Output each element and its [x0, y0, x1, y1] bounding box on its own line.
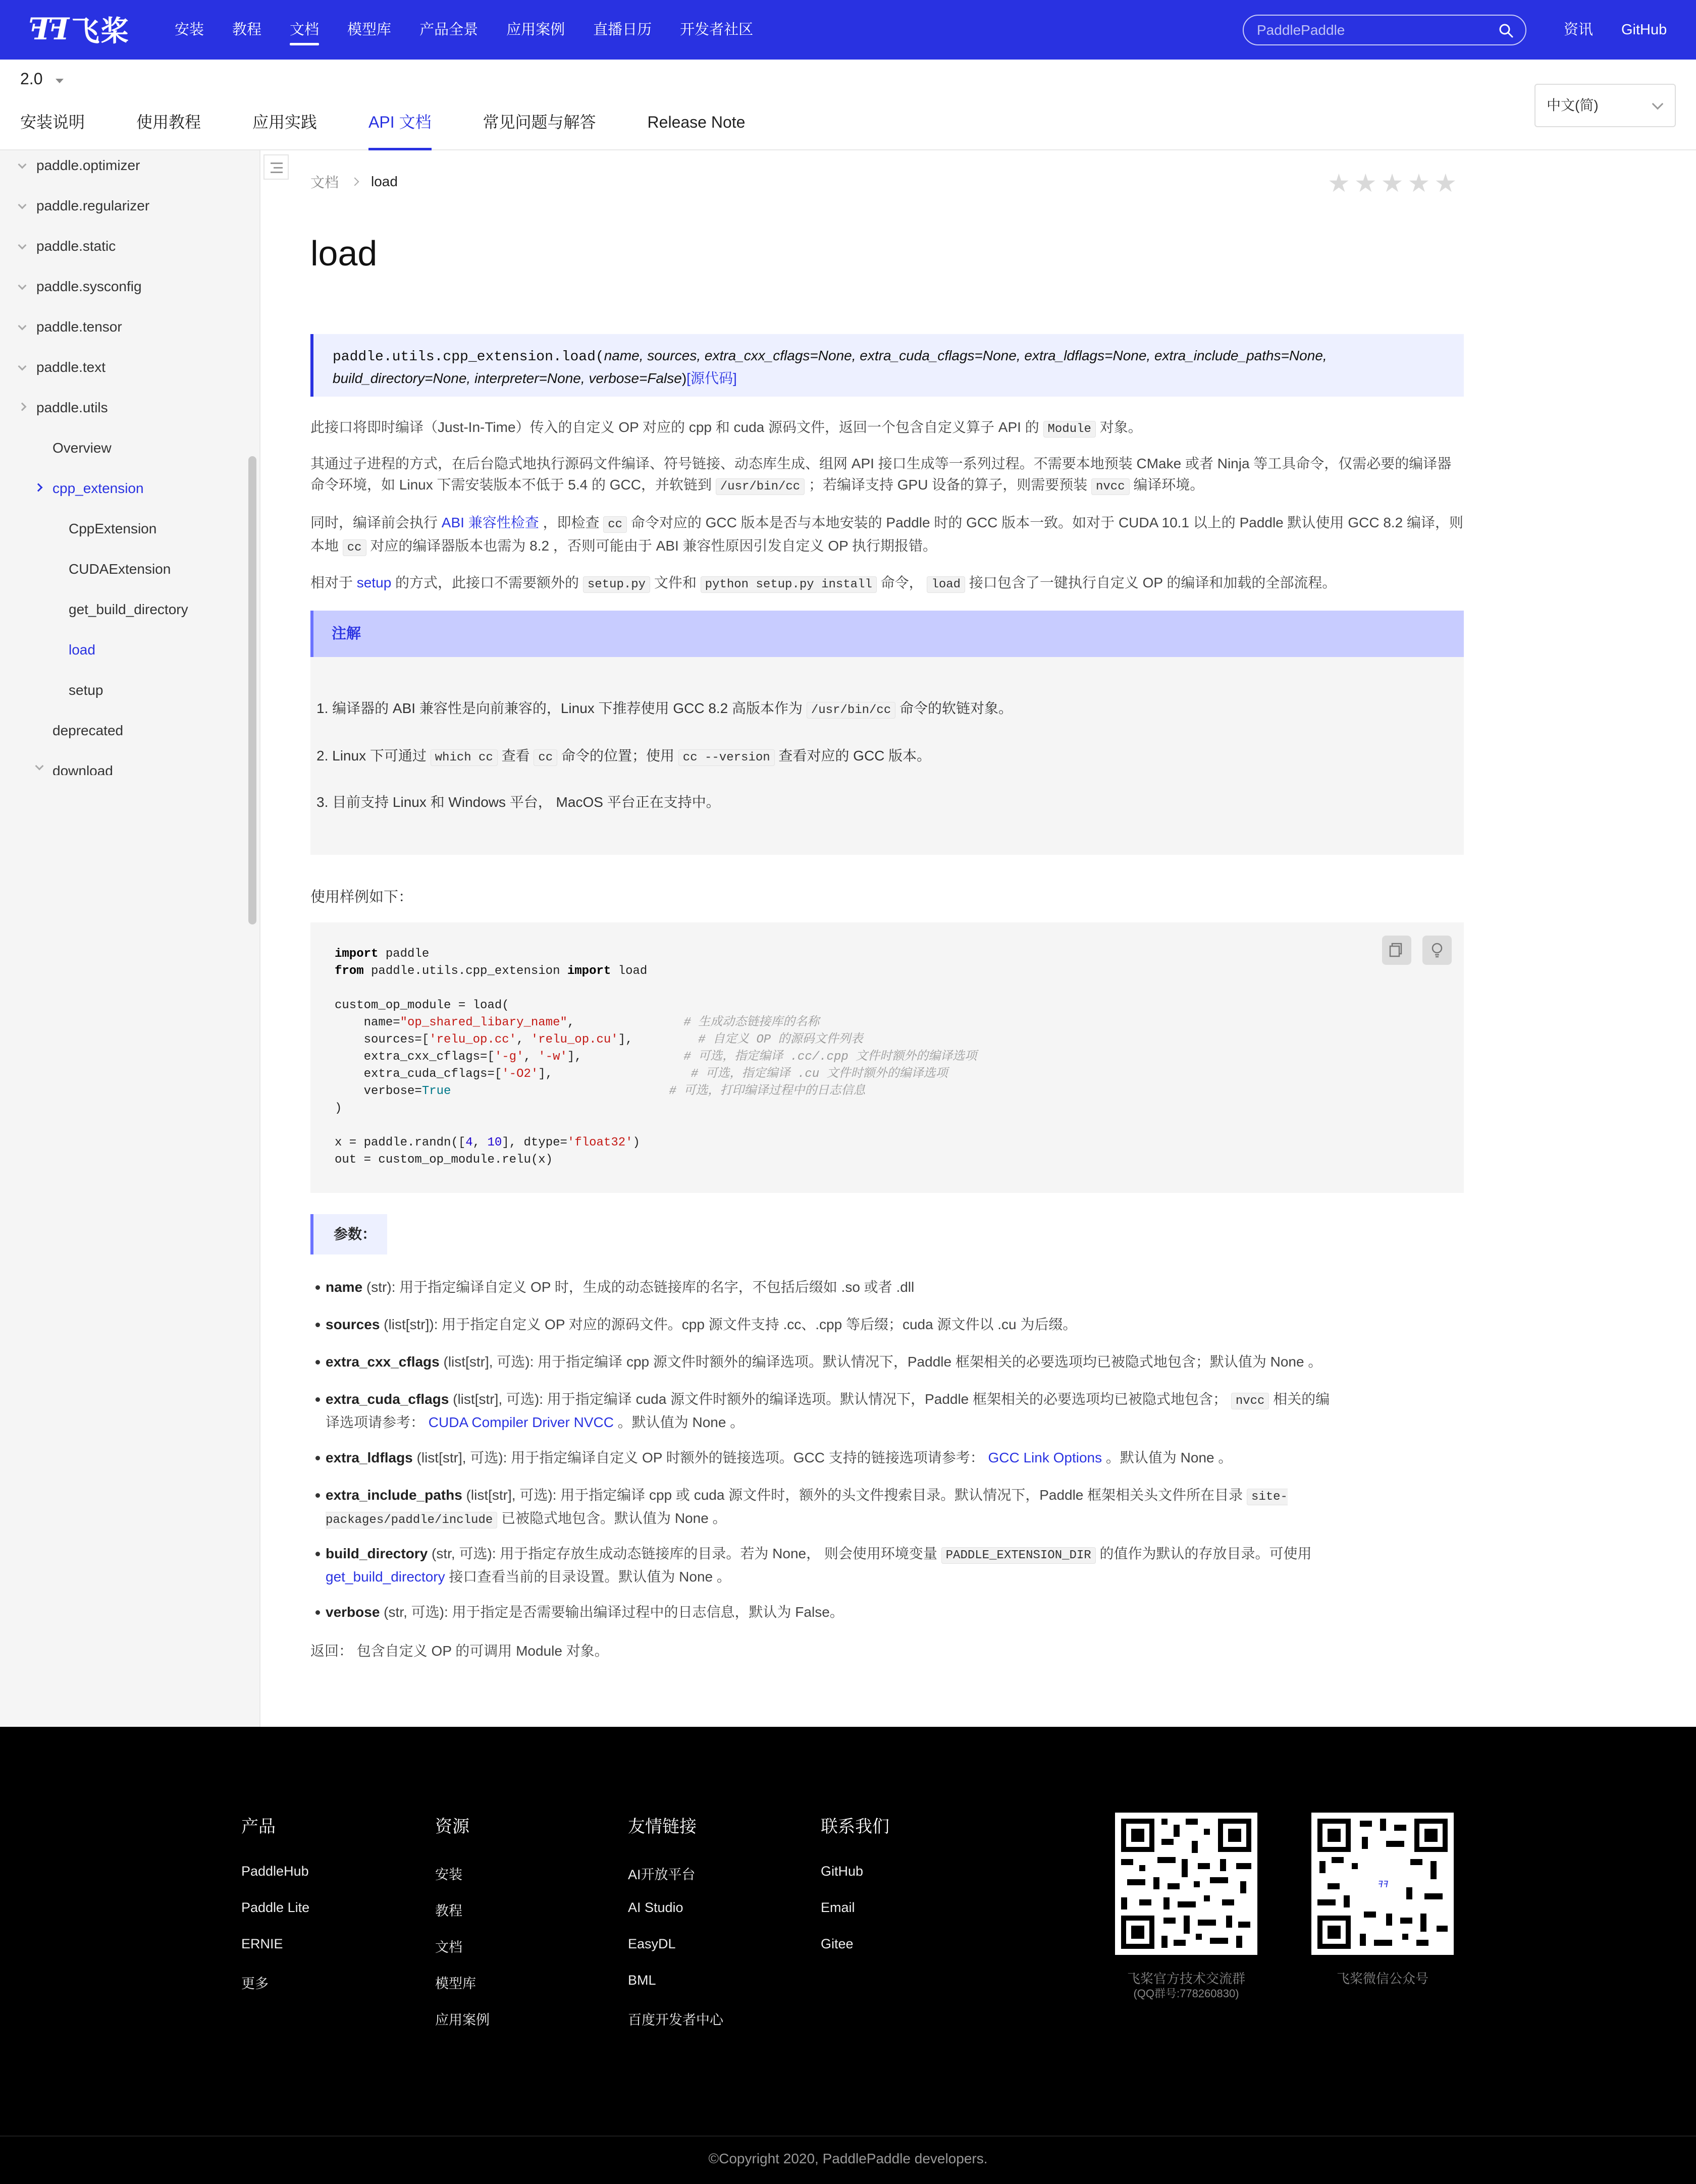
footer-title: 友情链接 [628, 1817, 697, 1836]
chevron-down-icon[interactable] [18, 160, 27, 169]
footer-link[interactable]: ERNIE [241, 1936, 283, 1951]
search-icon[interactable] [1498, 23, 1514, 39]
nav-github[interactable]: GitHub [1621, 22, 1667, 38]
footer-col-friend-links [628, 1813, 723, 2045]
signature-close: ) [681, 370, 687, 386]
note-item-3: 3. 目前支持 Linux 和 Windows 平台， MacOS 平台正在支持中。 [316, 794, 720, 810]
abi-check-link[interactable]: ABI 兼容性检查 [441, 515, 539, 530]
signature-args: name, sources, extra_cxx_cflags=None, extra_cuda_cflags=None, extra_ldflags=None, extra_include_paths=None, build_directory=None, interpreter=None, verbose=False [333, 348, 1327, 386]
caret-down-icon [56, 79, 64, 83]
chevron-right-icon[interactable] [18, 403, 27, 411]
footer-link[interactable]: 更多 [241, 1976, 269, 1991]
doc-tabs [20, 104, 797, 150]
sidebar-item-paddle-regularizer[interactable]: paddle.regularizer [36, 198, 150, 213]
language-select[interactable] [1534, 84, 1676, 127]
setup-link[interactable]: setup [356, 575, 392, 590]
footer-link[interactable]: 安装 [435, 1867, 462, 1882]
sidebar-item-load[interactable]: load [69, 642, 95, 658]
api-signature [310, 334, 1464, 397]
api-sidebar [0, 150, 260, 1727]
toc-toggle-button[interactable] [263, 154, 289, 180]
chevron-down-icon [1652, 98, 1664, 110]
nav-models[interactable]: 模型库 [347, 22, 392, 38]
page-title: load [310, 234, 378, 273]
star-icon[interactable]: ★ [1328, 169, 1350, 197]
sidebar-item-paddle-static[interactable]: paddle.static [36, 238, 116, 254]
star-icon[interactable]: ★ [1354, 169, 1377, 197]
sidebar-item-overview[interactable]: Overview [52, 440, 112, 456]
sidebar-item-cppextension[interactable]: CppExtension [69, 521, 157, 536]
sidebar-item-download[interactable]: download [52, 763, 113, 775]
nav-tutorial[interactable]: 教程 [232, 22, 262, 38]
footer-link[interactable]: 教程 [435, 1903, 462, 1919]
code-example [310, 922, 1464, 1193]
source-code-link[interactable]: [源代码] [686, 370, 737, 386]
star-icon[interactable]: ★ [1434, 169, 1457, 197]
chevron-down-icon[interactable] [18, 282, 27, 290]
wechat-qr-code [1311, 1813, 1454, 1955]
inline-code: python setup.py install [701, 576, 877, 593]
sidebar-item-deprecated[interactable]: deprecated [52, 723, 124, 738]
version-label: 2.0 [20, 70, 43, 88]
breadcrumb-current: load [371, 174, 398, 189]
qr-caption-qq: 飞桨官方技术交流群 [1127, 1971, 1245, 1986]
param-extra-cxx-cflags: extra_cxx_cflags (list[str], 可选): 用于指定编译 cpp 源文件时额外的编译选项。默认情况下，Paddle 框架相关的必要选项均已被隐式地包含；默认值为 None 。 [326, 1351, 1335, 1373]
footer-link[interactable]: Paddle Lite [241, 1900, 310, 1915]
sidebar-item-paddle-optimizer[interactable]: paddle.optimizer [36, 157, 140, 173]
footer-col-products [241, 1813, 309, 2009]
footer-link[interactable]: 百度开发者中心 [628, 2012, 723, 2028]
qr-code-icon [1317, 1819, 1448, 1949]
footer-link[interactable]: AI开放平台 [628, 1867, 696, 1882]
sidebar-tree [0, 150, 260, 775]
gcc-link-options-link[interactable]: GCC Link Options [988, 1450, 1102, 1465]
top-navbar [0, 0, 1696, 60]
param-sources: sources (list[str]): 用于指定自定义 OP 对应的源码文件。cpp 源文件支持 .cc、.cpp 等后缀；cuda 源文件以 .cu 为后缀。 [326, 1314, 1335, 1335]
description-paragraph-4: 相对于 setup 的方式，此接口不需要额外的 setup.py 文件和 python setup.py install 命令， load 接口包含了一键执行自定义 OP 的编译和加载的全部流程。 [310, 572, 1464, 595]
lightbulb-icon [1422, 936, 1452, 965]
paddle-logo-text: 飞桨 [71, 15, 130, 47]
param-extra-cuda-cflags: extra_cuda_cflags (list[str], 可选): 用于指定编译 cuda 源文件时额外的编译选项。默认情况下，Paddle 框架相关的必要选项均已被隐式地包含； nvcc 相关的编译选项请参考： CUDA Compiler Driver NVCC 。默认值为 None 。 [326, 1389, 1335, 1433]
star-icon[interactable]: ★ [1407, 169, 1430, 197]
footer-link[interactable]: Email [821, 1900, 855, 1915]
footer-title: 资源 [435, 1817, 469, 1836]
sidebar-item-cpp-extension[interactable]: cpp_extension [52, 480, 144, 496]
inline-code: which cc [431, 749, 498, 766]
nav-products[interactable]: 产品全景 [419, 22, 479, 38]
footer-link[interactable]: 应用案例 [435, 2012, 490, 2028]
tab-install-guide[interactable]: 安装说明 [20, 113, 85, 131]
qr-caption-qq-number: (QQ群号:778260830) [1133, 1987, 1239, 2000]
footer-link[interactable]: Gitee [821, 1936, 854, 1951]
param-extra-include-paths: extra_include_paths (list[str], 可选): 用于指定编译 cpp 或 cuda 源文件时，额外的头文件搜索目录。默认情况下，Paddle 框架相关头文件所在目录 site-packages/paddle/include 已被隐式地包含。默认值为 None 。 [326, 1485, 1335, 1531]
inline-code: /usr/bin/cc [716, 478, 805, 495]
language-label: 中文(简) [1547, 97, 1599, 113]
nav-install[interactable]: 安装 [175, 22, 204, 38]
rating-stars [1328, 171, 1461, 196]
inline-code: nvcc [1231, 1393, 1269, 1409]
chevron-right-icon[interactable] [34, 483, 43, 492]
footer-col-contact [821, 1813, 889, 1973]
returns-text: 返回： 包含自定义 OP 的可调用 Module 对象。 [310, 1643, 609, 1659]
footer-title: 产品 [241, 1817, 276, 1836]
param-extra-ldflags: extra_ldflags (list[str], 可选): 用于指定编译自定义 OP 时额外的链接选项。GCC 支持的链接选项请参考： GCC Link Options 。默认值为 None 。 [326, 1447, 1335, 1468]
inline-code: PADDLE_EXTENSION_DIR [941, 1547, 1096, 1564]
search-input[interactable] [1256, 20, 1488, 41]
chevron-down-icon[interactable] [35, 762, 44, 771]
inline-code: cc [603, 516, 627, 533]
nav-live[interactable]: 直播日历 [593, 22, 652, 38]
footer-divider [0, 2136, 1696, 2137]
tab-practice[interactable]: 应用实践 [252, 113, 317, 131]
footer-link[interactable]: PaddleHub [241, 1864, 309, 1879]
chevron-right-icon [351, 178, 359, 186]
site-footer [0, 1727, 1696, 2184]
main-nav [175, 0, 781, 60]
footer-link[interactable]: AI Studio [628, 1900, 683, 1915]
sidebar-item-paddle-sysconfig[interactable]: paddle.sysconfig [36, 279, 142, 294]
sidebar-item-paddle-utils[interactable]: paddle.utils [36, 400, 108, 415]
inline-code: cc [343, 539, 366, 556]
tab-tutorials[interactable]: 使用教程 [136, 113, 201, 131]
footer-link[interactable]: 模型库 [435, 1976, 476, 1991]
breadcrumb [310, 172, 398, 192]
tab-faq[interactable]: 常见问题与解答 [483, 113, 596, 131]
inline-code: nvcc [1091, 478, 1130, 495]
sidebar-item-setup[interactable]: setup [69, 682, 103, 698]
copy-code-button[interactable] [1382, 936, 1411, 965]
nav-news[interactable]: 资讯 [1564, 22, 1594, 38]
param-verbose: verbose (str, 可选): 用于指定是否需要输出编译过程中的日志信息，默认为 False。 [326, 1602, 1335, 1623]
chevron-down-icon[interactable] [18, 241, 27, 250]
inline-code: load [927, 576, 965, 593]
star-icon[interactable]: ★ [1381, 169, 1404, 197]
qr-center-logo: ꟻꟻ [1377, 1879, 1389, 1890]
footer-link[interactable]: BML [628, 1973, 656, 1988]
run-example-button[interactable] [1422, 936, 1452, 965]
search-box [1243, 15, 1526, 45]
footer-title: 联系我们 [821, 1817, 889, 1836]
code-text[interactable]: import paddle from paddle.utils.cpp_extension import load custom_op_module = load( name="op_shared_libary_name", # 生成动态链接库的名称 sources=['relu_op.cc', 'relu_op.cu'], # 自定义 OP 的源码文件列表 extra_cxx_cflags=['-g', '-w'], # 可选，指定编译 .cc/.cpp 文件时额外的编译选项 extra_cuda_cflags=['-O2'], # 可选，指定编译 .cu 文件时额外的编译选项 verbose=True # 可选，打印编译过程中的日志信息 ) x = paddle.randn([4, 10], dtype='float32') out = custom_op_module.relu(x) [335, 947, 977, 1167]
note-heading: 注解 [310, 611, 1464, 657]
qr-code-icon [1121, 1819, 1251, 1949]
chevron-down-icon[interactable] [18, 201, 27, 209]
signature-function: paddle.utils.cpp_extension.load( [333, 349, 604, 365]
inline-code: cc [534, 749, 557, 766]
paddle-logo-mark: ꟻꟻ [28, 12, 68, 47]
paddle-logo[interactable] [28, 11, 130, 47]
params-label: 参数： [310, 1214, 387, 1254]
note-body [310, 657, 1464, 855]
nav-community[interactable]: 开发者社区 [680, 22, 754, 38]
cuda-compiler-link[interactable]: CUDA Compiler Driver NVCC [428, 1414, 614, 1430]
breadcrumb-docs[interactable]: 文档 [310, 175, 339, 190]
doc-subheader [0, 60, 1696, 150]
param-build-directory: build_directory (str, 可选): 用于指定存放生成动态链接库的目录。若为 None， 则会使用环境变量 PADDLE_EXTENSION_DIR 的值作为默认的存放目录。可使用 get_build_directory 接口查看当前的目录设置。默认值为 None 。 [326, 1543, 1335, 1588]
note-item-1: 1. 编译器的 ABI 兼容性是向前兼容的，Linux 下推荐使用 GCC 8.2 高版本作为 /usr/bin/cc 命令的软链对象。 [316, 697, 1013, 722]
sidebar-scrollbar[interactable] [248, 456, 256, 924]
sidebar-item-get-build-directory[interactable]: get_build_directory [69, 602, 188, 617]
footer-col-resources [435, 1813, 490, 2045]
description-paragraph-1: 此接口将即时编译（Just-In-Time）传入的自定义 OP 对应的 cpp 和 cuda 源码文件，返回一个包含自定义算子 API 的 Module 对象。 [310, 417, 1464, 440]
nav-docs[interactable]: 文档 [290, 0, 319, 60]
footer-link[interactable]: EasyDL [628, 1936, 676, 1951]
description-paragraph-3: 同时，编译前会执行 ABI 兼容性检查 ，即检查 cc 命令对应的 GCC 版本是否与本地安装的 Paddle 时的 GCC 版本一致。如对于 CUDA 10.1 以上的 Paddle 默认使用 GCC 8.2 编译，则本地 cc 对应的编译器版本也需为 8.2 ，否则可能由于 ABI 兼容性原因引发自定义 OP 执行期报错。 [310, 512, 1464, 559]
sidebar-item-cudaextension[interactable]: CUDAExtension [69, 561, 171, 577]
inline-code: site-packages/paddle/include [326, 1489, 1288, 1528]
qq-group-qr-code [1115, 1813, 1257, 1955]
inline-code: setup.py [583, 576, 650, 593]
inline-code: /usr/bin/cc [807, 702, 895, 719]
list-icon [271, 162, 283, 164]
chevron-down-icon[interactable] [18, 362, 27, 371]
usage-example-label: 使用样例如下： [310, 889, 413, 905]
note-item-2: 2. Linux 下可通过 which cc 查看 cc 命令的位置；使用 cc --version 查看对应的 GCC 版本。 [316, 745, 931, 769]
footer-link[interactable]: 文档 [435, 1940, 462, 1955]
param-name: name (str): 用于指定编译自定义 OP 时，生成的动态链接库的名字，不包括后缀如 .so 或者 .dll [326, 1277, 1335, 1298]
tab-api-docs[interactable]: API 文档 [368, 104, 431, 150]
chevron-down-icon[interactable] [18, 322, 27, 331]
inline-code: cc --version [678, 749, 775, 766]
sidebar-item-paddle-text[interactable]: paddle.text [36, 359, 105, 375]
copy-icon [1382, 936, 1411, 965]
get-build-directory-link[interactable]: get_build_directory [326, 1569, 445, 1585]
description-paragraph-2: 其通过子进程的方式，在后台隐式地执行源码文件编译、符号链接、动态库生成、组网 API 接口生成等一系列过程。不需要本地预装 CMake 或者 Ninja 等工具命令，仅需必要的编译器命令环境，如 Linux 下需安装版本不低于 5.4 的 GCC，并软链到 /usr/bin/cc ；若编译支持 GPU 设备的算子，则需要预装 nvcc 编译环境。 [310, 453, 1464, 498]
sidebar-item-paddle-tensor[interactable]: paddle.tensor [36, 319, 122, 335]
nav-cases[interactable]: 应用案例 [506, 22, 565, 38]
version-selector[interactable] [20, 70, 64, 88]
footer-link[interactable]: GitHub [821, 1864, 864, 1879]
inline-code: Module [1043, 421, 1096, 438]
copyright-text: ©Copyright 2020, PaddlePaddle developers. [708, 2151, 988, 2166]
tab-release-note[interactable]: Release Note [647, 113, 746, 131]
qr-caption-wechat: 飞桨微信公众号 [1336, 1971, 1428, 1986]
